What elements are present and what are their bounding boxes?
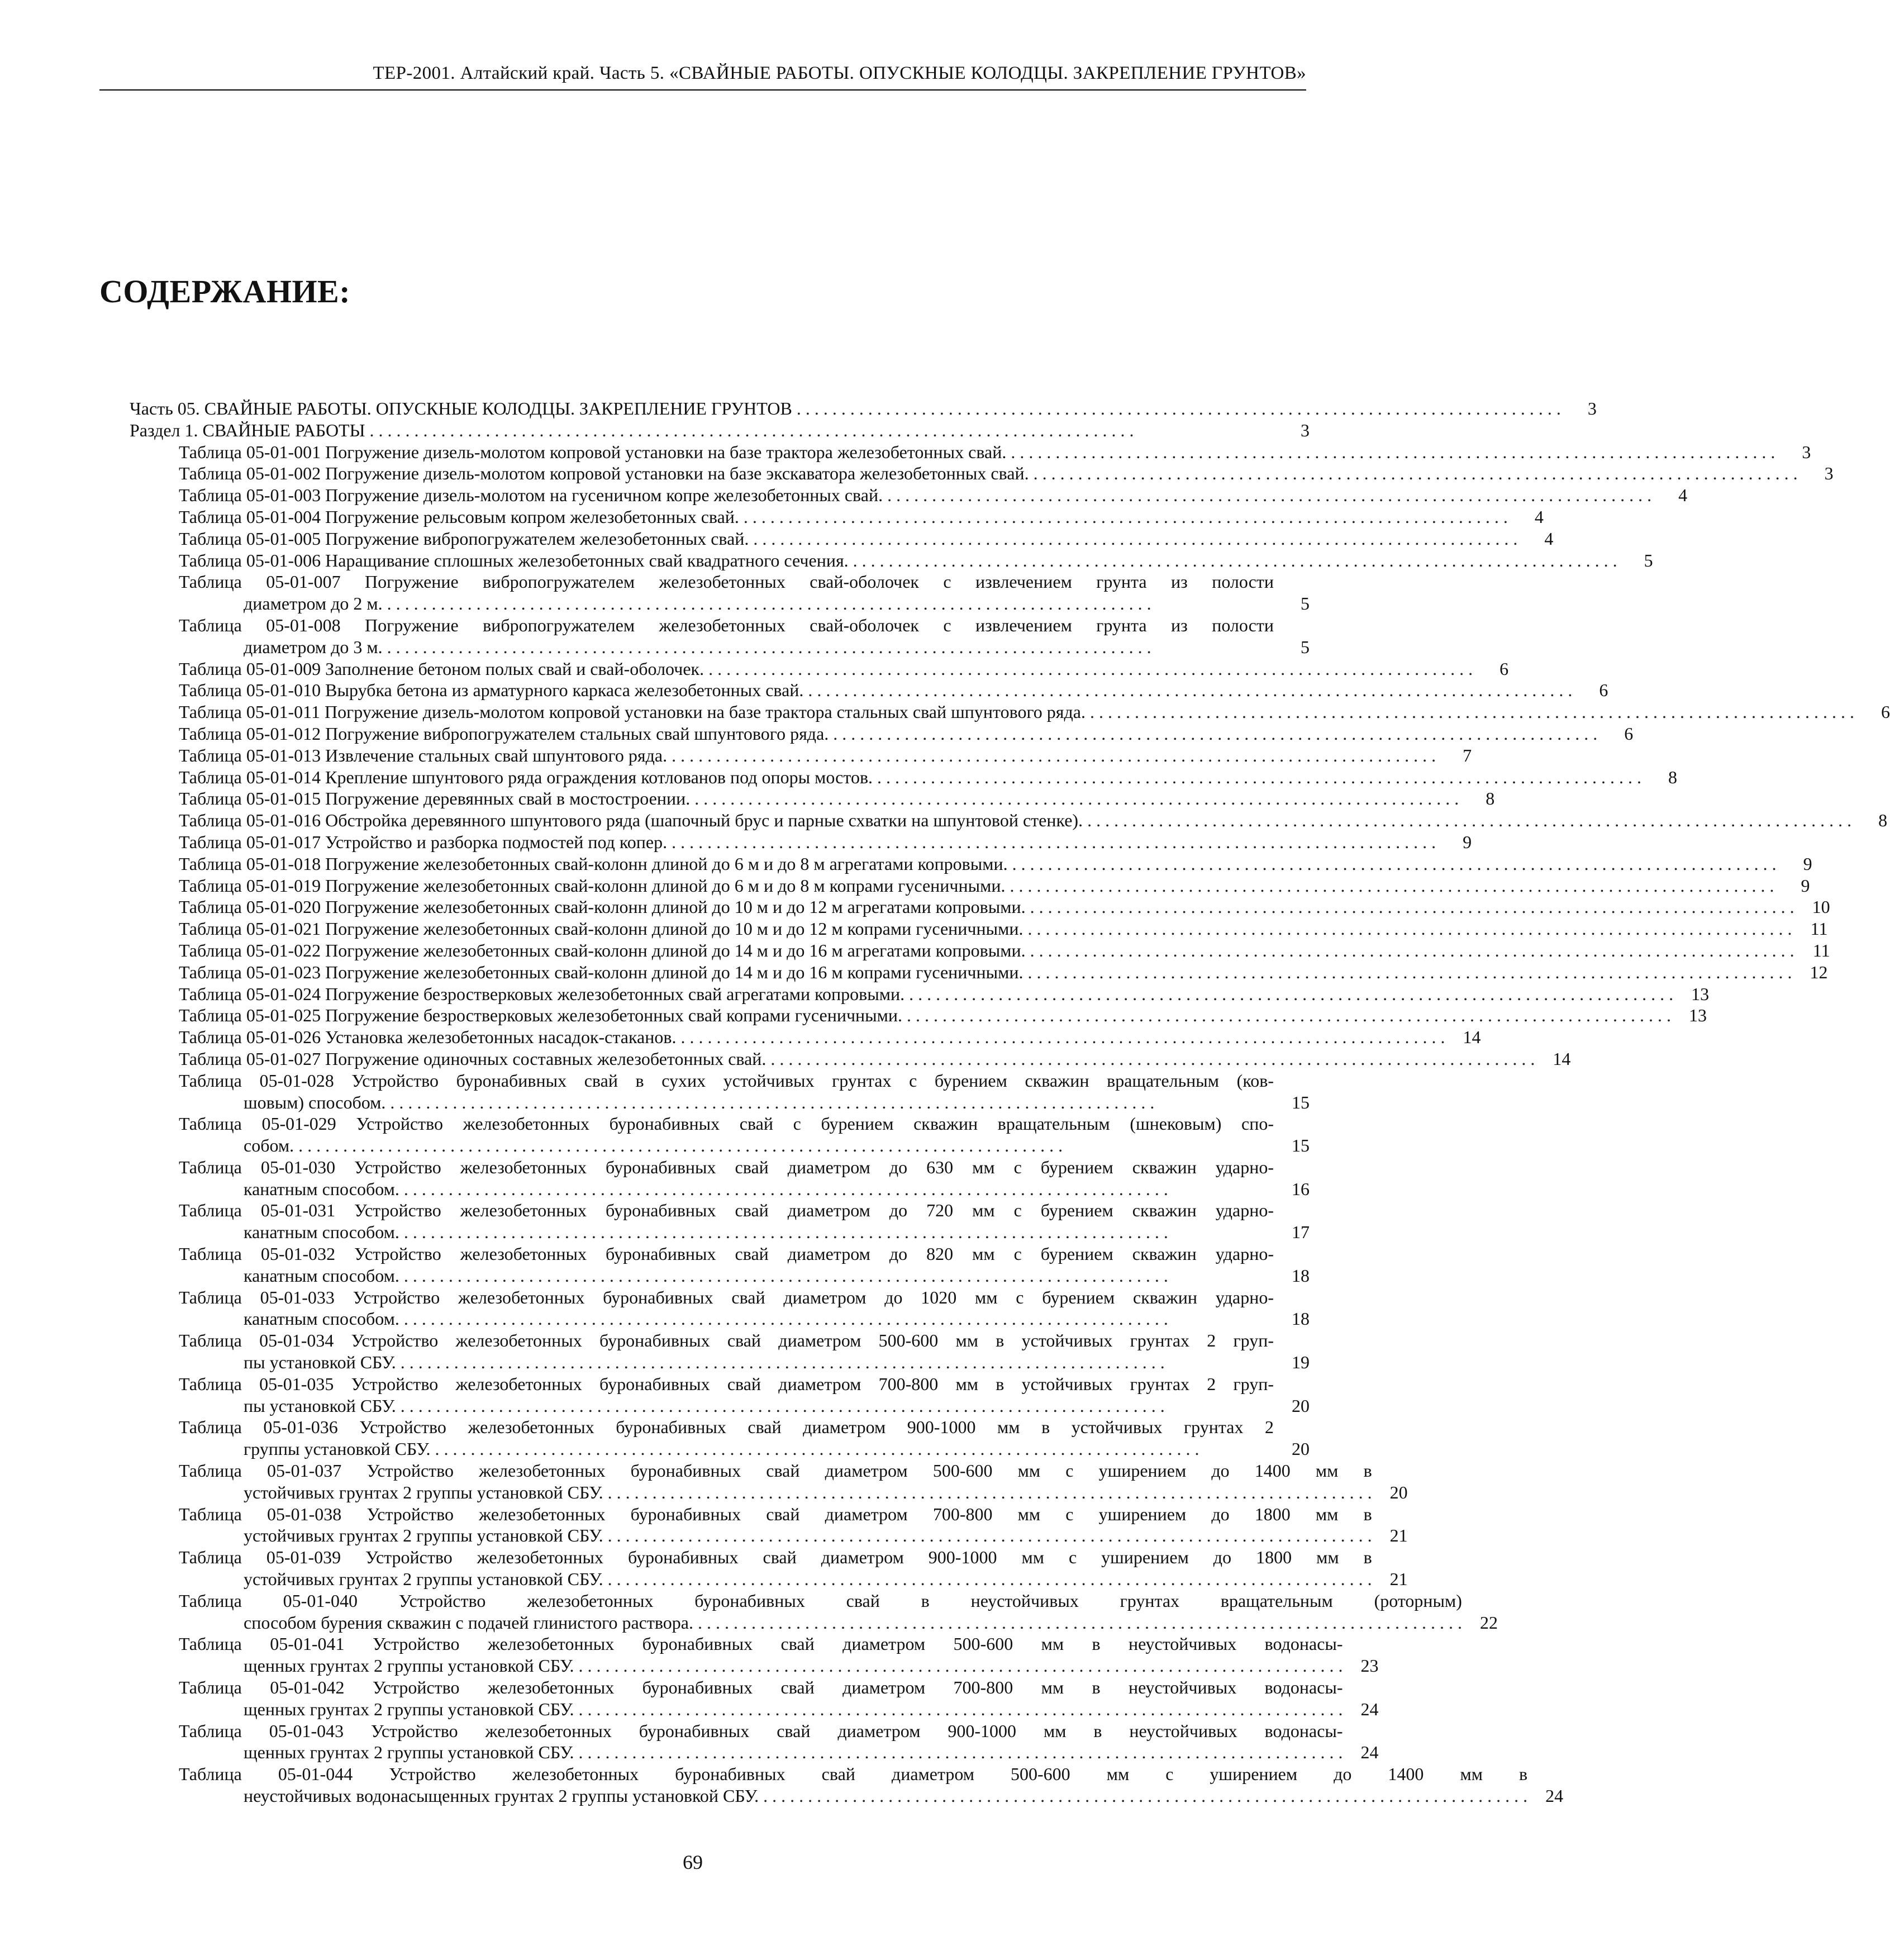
toc-entry-text (130, 463, 1798, 484)
toc-page-number: 5 (1644, 550, 1653, 570)
toc-entry-line (179, 1612, 1462, 1634)
dot-leader: . . . . . . . . . . . . . . . . . . . . . . . . . . . . . . . . . . . . . . . . . . . . . . . . . . . . . . . . . . . . . . . . . . . . . . . . . . . . . . . . . . . . . . (902, 1005, 1672, 1026)
toc-entry-line-text: устойчивых грунтах 2 группы установкой СБУ. (244, 1482, 603, 1502)
toc-entry-text (130, 1005, 1671, 1026)
toc-entry-line-text: собом. (244, 1135, 294, 1156)
toc-entry-line-text: Таблица 05-01-027 Погружение одиночных составных железобетонных свай. (179, 1048, 767, 1069)
toc-entry-line (179, 853, 1777, 875)
toc-entry-line-text: Таблица 05-01-001 Погружение дизель-молотом копровой установки на базе трактора железобетонных свай. (179, 441, 1007, 462)
dot-leader: . . . . . . . . . . . . . . . . . . . . . . . . . . . . . . . . . . . . . . . . . . . . . . . . . . . . . . . . . . . . . . . . . . . . . . . . . . . . . . . . . . . . . . (739, 506, 1508, 527)
toc-entry-line-text: Таблица 05-01-013 Извлечение стальных свай шпунтового ряда. (179, 745, 668, 765)
toc-entry-line (179, 1438, 1274, 1460)
toc-entry-line-text: канатным способом. (244, 1265, 399, 1286)
dot-leader: . . . . . . . . . . . . . . . . . . . . . . . . . . . . . . . . . . . . . . . . . . . . . . . . . . . . . . . . . . . . . . . . . . . . . . . . . . . . . . . . . . . . . . (1007, 853, 1777, 874)
toc-entry-line (179, 918, 1792, 940)
toc-entry-text (130, 1070, 1274, 1114)
toc-table-entry[interactable] (130, 463, 1834, 484)
toc-table-entry[interactable] (130, 875, 1810, 897)
toc-entry-line (179, 1568, 1372, 1590)
toc-entry-line (179, 1048, 1535, 1070)
toc-entry-line (179, 484, 1651, 506)
toc-page-number: 17 (1292, 1222, 1310, 1243)
toc-page-number: 6 (1881, 702, 1890, 722)
toc-table-entry[interactable] (130, 1113, 1310, 1157)
toc-entry-line-text: Таблица 05-01-024 Погружение безростверковых железобетонных свай агрегатами копровыми. (179, 983, 905, 1004)
dot-leader: . . . . . . . . . . . . . . . . . . . . . . . . . . . . . . . . . . . . . . . . . . . . . . . . . . . . . . . . . . . . . . . . . . . . . . . . . . . . . . . . . . . . . . (365, 420, 1134, 440)
dot-leader: . . . . . . . . . . . . . . . . . . . . . . . . . . . . . . . . . . . . . . . . . . . . . . . . . . . . . . . . . . . . . . . . . . . . . . . . . . . . . . . . . . . . . . (1029, 463, 1798, 484)
toc-entry-line-text: Таблица 05-01-010 Вырубка бетона из арматурного каркаса железобетонных свай. (179, 680, 804, 701)
toc-table-entry[interactable] (130, 1416, 1310, 1460)
toc-entry-line-text: шовым) способом. (244, 1092, 386, 1112)
toc-entry-line-text: Таблица 05-01-012 Погружение вибропогружателем стальных свай шпунтового ряда. (179, 723, 829, 744)
toc-page-number: 8 (1668, 767, 1678, 787)
toc-entry-line (179, 1178, 1274, 1200)
dot-leader: . . . . . . . . . . . . . . . . . . . . . . . . . . . . . . . . . . . . . . . . . . . . . . . . . . . . . . . . . . . . . . . . . . . . . . . . . . . . . . . . . . . . . . (603, 1482, 1372, 1502)
toc-entry-line-text: Часть 05. СВАЙНЫЕ РАБОТЫ. ОПУСКНЫЕ КОЛОДЦЫ. ЗАКРЕПЛЕНИЕ ГРУНТОВ (130, 398, 792, 418)
toc-entry-line-text: канатным способом. (244, 1309, 399, 1329)
toc-entry-line: Таблица 05-01-039 Устройство железобетонных буронабивных свай диаметром 900-1000 мм с уширением до 1800 мм в (179, 1547, 1372, 1568)
toc-page-number: 20 (1292, 1395, 1310, 1416)
toc-page-number: 4 (1678, 485, 1688, 506)
toc-entry-line (179, 940, 1794, 962)
toc-page-number: 14 (1553, 1048, 1571, 1069)
toc-entry-line (179, 745, 1436, 767)
toc-entry-line-text: устойчивых грунтах 2 группы установкой СБУ. (244, 1569, 603, 1590)
dot-leader: . . . . . . . . . . . . . . . . . . . . . . . . . . . . . . . . . . . . . . . . . . . . . . . . . . . . . . . . . . . . . . . . . . . . . . . . . . . . . . . . . . . . . . (603, 1525, 1372, 1546)
dot-leader: . . . . . . . . . . . . . . . . . . . . . . . . . . . . . . . . . . . . . . . . . . . . . . . . . . . . . . . . . . . . . . . . . . . . . . . . . . . . . . . . . . . . . . (667, 745, 1436, 765)
toc-entry-line: Таблица 05-01-007 Погружение вибропогружателем железобетонных свай-оболочек с извлечением грунта из полости (179, 572, 1274, 592)
toc-table-entry[interactable] (130, 940, 1830, 962)
toc-entry-text (130, 1287, 1274, 1330)
toc-entry-text (130, 745, 1436, 767)
toc-entry-line: Таблица 05-01-036 Устройство железобетонных буронабивных свай диаметром 900-1000 мм в устойчивых грунтах 2 (179, 1417, 1274, 1438)
toc-table-entry[interactable] (130, 1504, 1408, 1547)
toc-table-entry[interactable] (130, 441, 1811, 463)
toc-entry-text (130, 398, 1561, 420)
toc-page-number: 9 (1803, 853, 1812, 874)
toc-entry-text (130, 831, 1436, 853)
toc-page-number: 15 (1292, 1135, 1310, 1156)
toc-page-number: 6 (1599, 680, 1608, 701)
toc-table-entry[interactable] (130, 810, 1888, 831)
toc-entry-line-text: пы установкой СБУ. (244, 1352, 396, 1373)
toc-entry-line-text: Таблица 05-01-018 Погружение железобетонных свай-колонн длиной до 6 м и до 8 м агрегатами копровыми. (179, 853, 1008, 874)
toc-entry-text (130, 1416, 1274, 1460)
dot-leader: . . . . . . . . . . . . . . . . . . . . . . . . . . . . . . . . . . . . . . . . . . . . . . . . . . . . . . . . . . . . . . . . . . . . . . . . . . . . . . . . . . . . . . (399, 1265, 1168, 1286)
dot-leader: . . . . . . . . . . . . . . . . . . . . . . . . . . . . . . . . . . . . . . . . . . . . . . . . . . . . . . . . . . . . . . . . . . . . . . . . . . . . . . . . . . . . . . (676, 1027, 1445, 1048)
toc-entry-line-text: Таблица 05-01-017 Устройство и разборка подмостей под копер. (179, 831, 668, 852)
toc-page-number: 4 (1544, 528, 1554, 549)
toc-page-number: 18 (1292, 1309, 1310, 1329)
toc-entry-line: Таблица 05-01-031 Устройство железобетонных буронабивных свай диаметром до 720 мм с бурением скважин ударно- (179, 1200, 1274, 1221)
toc-page-number: 13 (1689, 1005, 1707, 1026)
toc-entry-line-text: Таблица 05-01-019 Погружение железобетонных свай-колонн длиной до 6 м и до 8 м копрами гусеничными. (179, 875, 1006, 896)
toc-entry-line-text: диаметром до 2 м. (244, 593, 383, 614)
toc-entry-line (179, 1308, 1274, 1330)
toc-entry-text (130, 571, 1274, 615)
toc-entry-line-text: Таблица 05-01-026 Установка железобетонных насадок-стаканов. (179, 1027, 677, 1048)
toc-page-number: 9 (1463, 831, 1472, 852)
toc-table-entry[interactable] (130, 723, 1634, 745)
toc-entry-line: Таблица 05-01-037 Устройство железобетонных буронабивных свай диаметром 500-600 мм с уширением до 1400 мм в (179, 1461, 1372, 1481)
toc-table-entry[interactable] (130, 1200, 1310, 1243)
toc-entry-line (179, 1525, 1372, 1547)
dot-leader: . . . . . . . . . . . . . . . . . . . . . . . . . . . . . . . . . . . . . . . . . . . . . . . . . . . . . . . . . . . . . . . . . . . . . . . . . . . . . . . . . . . . . . (399, 1309, 1168, 1329)
toc-table-entry[interactable] (130, 745, 1472, 767)
toc-table-entry[interactable] (130, 1460, 1408, 1504)
toc-table-entry[interactable] (130, 615, 1310, 658)
toc-entry-line-text: канатным способом. (244, 1178, 399, 1199)
toc-table-entry[interactable] (130, 896, 1830, 918)
dot-leader: . . . . . . . . . . . . . . . . . . . . . . . . . . . . . . . . . . . . . . . . . . . . . . . . . . . . . . . . . . . . . . . . . . . . . . . . . . . . . . . . . . . . . . (603, 1569, 1372, 1590)
toc-page-number: 24 (1360, 1742, 1379, 1763)
toc-entry-line-text: пы установкой СБУ. (244, 1395, 396, 1416)
toc-entry-line-text: Таблица 05-01-003 Погружение дизель-молотом на гусеничном копре железобетонных свай. (179, 485, 883, 506)
dot-leader: . . . . . . . . . . . . . . . . . . . . . . . . . . . . . . . . . . . . . . . . . . . . . . . . . . . . . . . . . . . . . . . . . . . . . . . . . . . . . . . . . . . . . . (1025, 897, 1794, 917)
toc-entry-line (179, 701, 1854, 723)
dot-leader: . . . . . . . . . . . . . . . . . . . . . . . . . . . . . . . . . . . . . . . . . . . . . . . . . . . . . . . . . . . . . . . . . . . . . . . . . . . . . . . . . . . . . . (382, 636, 1151, 657)
dot-leader: . . . . . . . . . . . . . . . . . . . . . . . . . . . . . . . . . . . . . . . . . . . . . . . . . . . . . . . . . . . . . . . . . . . . . . . . . . . . . . . . . . . . . . (690, 788, 1459, 809)
toc-entry-text (130, 983, 1673, 1005)
toc-entry-line: Таблица 05-01-034 Устройство железобетонных буронабивных свай диаметром 500-600 мм в устойчивых грунтах 2 груп- (179, 1330, 1274, 1351)
toc-table-entry[interactable] (130, 962, 1828, 983)
toc-table-entry[interactable] (130, 1243, 1310, 1287)
toc-entry-text (130, 1048, 1535, 1070)
toc-entry-line (179, 1395, 1274, 1417)
toc-entry-line-text: щенных грунтах 2 группы установкой СБУ. (244, 1655, 574, 1676)
toc-entry-text (130, 1113, 1274, 1157)
toc-page-number: 22 (1479, 1612, 1498, 1633)
toc-table-entry[interactable] (130, 1070, 1310, 1114)
toc-section-entry[interactable] (130, 398, 1597, 420)
dot-leader: . . . . . . . . . . . . . . . . . . . . . . . . . . . . . . . . . . . . . . . . . . . . . . . . . . . . . . . . . . . . . . . . . . . . . . . . . . . . . . . . . . . . . . (574, 1699, 1343, 1719)
toc-entry-text (130, 767, 1641, 788)
toc-entry-text (130, 810, 1851, 831)
toc-entry-line (179, 1265, 1274, 1287)
dot-leader: . . . . . . . . . . . . . . . . . . . . . . . . . . . . . . . . . . . . . . . . . . . . . . . . . . . . . . . . . . . . . . . . . . . . . . . . . . . . . . . . . . . . . . (803, 680, 1573, 701)
dot-leader: . . . . . . . . . . . . . . . . . . . . . . . . . . . . . . . . . . . . . . . . . . . . . . . . . . . . . . . . . . . . . . . . . . . . . . . . . . . . . . . . . . . . . . (904, 983, 1674, 1004)
dot-leader: . . . . . . . . . . . . . . . . . . . . . . . . . . . . . . . . . . . . . . . . . . . . . . . . . . . . . . . . . . . . . . . . . . . . . . . . . . . . . . . . . . . . . . (693, 1612, 1462, 1633)
toc-entry-line-text: диаметром до 3 м. (244, 636, 383, 657)
toc-entry-line (179, 1699, 1343, 1720)
dot-leader: . . . . . . . . . . . . . . . . . . . . . . . . . . . . . . . . . . . . . . . . . . . . . . . . . . . . . . . . . . . . . . . . . . . . . . . . . . . . . . . . . . . . . . (1006, 441, 1775, 462)
toc-page-number: 24 (1360, 1699, 1379, 1719)
toc-section-entry[interactable] (130, 420, 1310, 441)
toc-entry-text (130, 1590, 1462, 1634)
toc-table-entry[interactable] (130, 484, 1688, 506)
toc-entry-line (179, 679, 1572, 701)
toc-entry-line (179, 983, 1673, 1005)
toc-entry-line (179, 636, 1274, 658)
toc-entry-text (130, 1547, 1372, 1590)
toc-page-number: 16 (1292, 1178, 1310, 1199)
toc-entry-text (130, 615, 1274, 658)
toc-table-entry[interactable] (130, 853, 1812, 875)
toc-entry-line (179, 788, 1459, 810)
toc-table-entry[interactable] (130, 1287, 1310, 1330)
toc-page-number: 8 (1878, 810, 1888, 831)
toc-entry-line (179, 441, 1775, 463)
toc-entry-text (130, 962, 1792, 983)
toc-entry-text (130, 1677, 1343, 1720)
dot-leader: . . . . . . . . . . . . . . . . . . . . . . . . . . . . . . . . . . . . . . . . . . . . . . . . . . . . . . . . . . . . . . . . . . . . . . . . . . . . . . . . . . . . . . (829, 723, 1598, 744)
toc-entry-line (179, 962, 1792, 983)
toc-table-entry[interactable] (130, 1590, 1498, 1634)
dot-leader: . . . . . . . . . . . . . . . . . . . . . . . . . . . . . . . . . . . . . . . . . . . . . . . . . . . . . . . . . . . . . . . . . . . . . . . . . . . . . . . . . . . . . . (848, 550, 1617, 570)
toc-entry-line (179, 810, 1851, 831)
toc-entry-text (130, 1504, 1372, 1547)
dot-leader: . . . . . . . . . . . . . . . . . . . . . . . . . . . . . . . . . . . . . . . . . . . . . . . . . . . . . . . . . . . . . . . . . . . . . . . . . . . . . . . . . . . . . . (883, 485, 1652, 506)
dot-leader: . . . . . . . . . . . . . . . . . . . . . . . . . . . . . . . . . . . . . . . . . . . . . . . . . . . . . . . . . . . . . . . . . . . . . . . . . . . . . . . . . . . . . . (704, 658, 1473, 679)
toc-entry-text (130, 1633, 1343, 1677)
toc-page-number: 20 (1389, 1482, 1408, 1502)
toc-page-number: 3 (1587, 398, 1597, 418)
toc-entry-line-text: группы установкой СБУ. (244, 1439, 431, 1459)
toc-page-number: 5 (1301, 593, 1310, 614)
toc-entry-line (179, 875, 1774, 897)
toc-entry-text (130, 788, 1459, 810)
toc-page-number: 5 (1301, 636, 1310, 657)
toc-entry-line (179, 1135, 1274, 1157)
toc-page-number: 21 (1389, 1569, 1408, 1590)
toc-page-number: 6 (1624, 723, 1634, 744)
toc-entry-line-text: щенных грунтах 2 группы установкой СБУ. (244, 1742, 574, 1763)
toc-table-entry[interactable] (130, 767, 1678, 788)
toc-table-entry[interactable] (130, 1005, 1707, 1026)
dot-leader: . . . . . . . . . . . . . . . . . . . . . . . . . . . . . . . . . . . . . . . . . . . . . . . . . . . . . . . . . . . . . . . . . . . . . . . . . . . . . . . . . . . . . . (574, 1655, 1343, 1676)
running-header: ТЕР-2001. Алтайский край. Часть 5. «СВАЙНЫЕ РАБОТЫ. ОПУСКНЫЕ КОЛОДЦЫ. ЗАКРЕПЛЕНИЕ ГРУНТОВ» (99, 61, 1306, 91)
toc-entry-text (130, 420, 1274, 441)
toc-entry-line (179, 767, 1641, 788)
toc-table-entry[interactable] (130, 918, 1828, 940)
toc-page-number: 13 (1691, 983, 1710, 1004)
toc-entry-text (130, 1026, 1445, 1048)
toc-page-number: 7 (1463, 745, 1472, 765)
toc-page-number: 14 (1463, 1027, 1481, 1048)
toc-table-entry[interactable] (130, 1763, 1564, 1807)
page-title: СОДЕРЖАНИЕ: (99, 273, 351, 310)
toc-entry-line (179, 1482, 1372, 1504)
toc-entry-line-text: щенных грунтах 2 группы установкой СБУ. (244, 1699, 574, 1719)
toc-entry-line (179, 831, 1436, 853)
toc-page-number: 11 (1810, 919, 1828, 939)
toc-entry-line-text: Таблица 05-01-025 Погружение безростверковых железобетонных свай копрами гусеничными. (179, 1005, 903, 1026)
dot-leader: . . . . . . . . . . . . . . . . . . . . . . . . . . . . . . . . . . . . . . . . . . . . . . . . . . . . . . . . . . . . . . . . . . . . . . . . . . . . . . . . . . . . . . (382, 593, 1151, 614)
toc-page-number: 3 (1824, 463, 1834, 484)
table-of-contents (130, 398, 1890, 1807)
toc-entry-line-text: Таблица 05-01-015 Погружение деревянных свай в мостостроении. (179, 788, 691, 809)
toc-entry-line: Таблица 05-01-038 Устройство железобетонных буронабивных свай диаметром 700-800 мм с уширением до 1800 мм в (179, 1504, 1372, 1524)
toc-entry-line: Таблица 05-01-042 Устройство железобетонных буронабивных свай диаметром 700-800 мм в неустойчивых водонасы- (179, 1677, 1343, 1698)
toc-entry-line (179, 593, 1274, 615)
toc-entry-text (130, 723, 1597, 745)
toc-table-entry[interactable] (130, 788, 1495, 810)
dot-leader: . . . . . . . . . . . . . . . . . . . . . . . . . . . . . . . . . . . . . . . . . . . . . . . . . . . . . . . . . . . . . . . . . . . . . . . . . . . . . . . . . . . . . . (667, 831, 1436, 852)
toc-entry-line (179, 550, 1617, 572)
toc-entry-text (130, 1763, 1527, 1807)
toc-entry-text (130, 1200, 1274, 1243)
dot-leader: . . . . . . . . . . . . . . . . . . . . . . . . . . . . . . . . . . . . . . . . . . . . . . . . . . . . . . . . . . . . . . . . . . . . . . . . . . . . . . . . . . . . . . (749, 528, 1518, 549)
toc-table-entry[interactable] (130, 1720, 1379, 1764)
toc-entry-line (179, 1785, 1527, 1807)
dot-leader: . . . . . . . . . . . . . . . . . . . . . . . . . . . . . . . . . . . . . . . . . . . . . . . . . . . . . . . . . . . . . . . . . . . . . . . . . . . . . . . . . . . . . . (430, 1439, 1199, 1459)
toc-entry-line (179, 1742, 1343, 1763)
toc-entry-line (179, 1092, 1274, 1114)
toc-entry-text (130, 506, 1508, 528)
dot-leader: . . . . . . . . . . . . . . . . . . . . . . . . . . . . . . . . . . . . . . . . . . . . . . . . . . . . . . . . . . . . . . . . . . . . . . . . . . . . . . . . . . . . . . (1023, 962, 1792, 982)
toc-entry-line: Таблица 05-01-035 Устройство железобетонных буронабивных свай диаметром 700-800 мм в устойчивых грунтах 2 груп- (179, 1373, 1274, 1394)
toc-entry-text (130, 940, 1794, 962)
toc-page-number: 10 (1812, 897, 1830, 917)
toc-entry-line: Таблица 05-01-032 Устройство железобетонных буронабивных свай диаметром до 820 мм с бурением скважин ударно- (179, 1244, 1274, 1264)
toc-table-entry[interactable] (130, 983, 1710, 1005)
toc-entry-text (130, 1373, 1274, 1417)
toc-entry-line-text: Таблица 05-01-011 Погружение дизель-молотом копровой установки на базе трактора стальных свай шпунтового ряда. (179, 702, 1086, 722)
toc-table-entry[interactable] (130, 1633, 1379, 1677)
toc-page-number: 23 (1360, 1655, 1379, 1676)
toc-entry-line-text: Таблица 05-01-009 Заполнение бетоном полых свай и свай-оболочек. (179, 658, 704, 679)
toc-page-number: 4 (1534, 506, 1544, 527)
dot-leader: . . . . . . . . . . . . . . . . . . . . . . . . . . . . . . . . . . . . . . . . . . . . . . . . . . . . . . . . . . . . . . . . . . . . . . . . . . . . . . . . . . . . . . (1085, 702, 1854, 722)
toc-entry-line (179, 1005, 1671, 1026)
toc-table-entry[interactable] (130, 1157, 1310, 1200)
toc-table-entry[interactable] (130, 1026, 1481, 1048)
toc-table-entry[interactable] (130, 1373, 1310, 1417)
dot-leader: . . . . . . . . . . . . . . . . . . . . . . . . . . . . . . . . . . . . . . . . . . . . . . . . . . . . . . . . . . . . . . . . . . . . . . . . . . . . . . . . . . . . . . (294, 1135, 1063, 1156)
toc-entry-line (179, 1352, 1274, 1373)
toc-entry-text (130, 441, 1775, 463)
toc-table-entry[interactable] (130, 1547, 1408, 1590)
dot-leader: . . . . . . . . . . . . . . . . . . . . . . . . . . . . . . . . . . . . . . . . . . . . . . . . . . . . . . . . . . . . . . . . . . . . . . . . . . . . . . . . . . . . . . (1025, 940, 1794, 960)
toc-entry-line (179, 506, 1508, 528)
toc-entry-line-text: Таблица 05-01-002 Погружение дизель-молотом копровой установки на базе экскаватора железобетонных свай. (179, 463, 1029, 484)
toc-page-number: 6 (1499, 658, 1509, 679)
dot-leader: . . . . . . . . . . . . . . . . . . . . . . . . . . . . . . . . . . . . . . . . . . . . . . . . . . . . . . . . . . . . . . . . . . . . . . . . . . . . . . . . . . . . . . (396, 1395, 1165, 1416)
toc-entry-line (179, 1655, 1343, 1677)
toc-page-number: 24 (1545, 1786, 1564, 1806)
toc-table-entry[interactable] (130, 658, 1509, 680)
toc-entry-text (130, 853, 1777, 875)
dot-leader: . . . . . . . . . . . . . . . . . . . . . . . . . . . . . . . . . . . . . . . . . . . . . . . . . . . . . . . . . . . . . . . . . . . . . . . . . . . . . . . . . . . . . . (1023, 919, 1792, 939)
toc-entry-text (130, 1460, 1372, 1504)
toc-entry-line (130, 398, 1561, 420)
dot-leader: . . . . . . . . . . . . . . . . . . . . . . . . . . . . . . . . . . . . . . . . . . . . . . . . . . . . . . . . . . . . . . . . . . . . . . . . . . . . . . . . . . . . . . (873, 767, 1642, 787)
toc-table-entry[interactable] (130, 1330, 1310, 1373)
toc-entry-text (130, 550, 1617, 572)
page-number: 69 (683, 1851, 703, 1873)
toc-table-entry[interactable] (130, 831, 1472, 853)
dot-leader: . . . . . . . . . . . . . . . . . . . . . . . . . . . . . . . . . . . . . . . . . . . . . . . . . . . . . . . . . . . . . . . . . . . . . . . . . . . . . . . . . . . . . . (1005, 875, 1774, 896)
toc-entry-line-text: Таблица 05-01-005 Погружение вибропогружателем железобетонных свай. (179, 528, 749, 549)
toc-entry-line: Таблица 05-01-044 Устройство железобетонных буронабивных свай диаметром 500-600 мм с уширением до 1400 мм в (179, 1764, 1528, 1785)
toc-page-number: 20 (1292, 1439, 1310, 1459)
toc-entry-line-text: Таблица 05-01-023 Погружение железобетонных свай-колонн длиной до 14 м и до 16 м копрами гусеничными. (179, 962, 1023, 982)
toc-entry-text (130, 875, 1774, 897)
toc-page-number: 12 (1810, 962, 1828, 982)
toc-entry-line-text: Раздел 1. СВАЙНЫЕ РАБОТЫ (130, 420, 365, 440)
toc-table-entry[interactable] (130, 506, 1544, 528)
toc-entry-text (130, 484, 1651, 506)
dot-leader: . . . . . . . . . . . . . . . . . . . . . . . . . . . . . . . . . . . . . . . . . . . . . . . . . . . . . . . . . . . . . . . . . . . . . . . . . . . . . . . . . . . . . . (574, 1742, 1343, 1763)
toc-entry-line: Таблица 05-01-033 Устройство железобетонных буронабивных свай диаметром до 1020 мм с бурением скважин ударно- (179, 1287, 1274, 1307)
toc-entry-line (179, 528, 1517, 550)
toc-entry-text (130, 528, 1517, 550)
dot-leader: . . . . . . . . . . . . . . . . . . . . . . . . . . . . . . . . . . . . . . . . . . . . . . . . . . . . . . . . . . . . . . . . . . . . . . . . . . . . . . . . . . . . . . (399, 1178, 1168, 1199)
toc-table-entry[interactable] (130, 571, 1310, 615)
toc-entry-line (179, 896, 1794, 918)
toc-entry-line-text: Таблица 05-01-006 Наращивание сплошных железобетонных свай квадратного сечения. (179, 550, 849, 570)
toc-entry-line (179, 1221, 1274, 1243)
toc-entry-line: Таблица 05-01-029 Устройство железобетонных буронабивных свай с бурением скважин вращательным (шнековым) спо- (179, 1114, 1274, 1134)
toc-entry-line-text: неустойчивых водонасыщенных грунтах 2 группы установкой СБУ. (244, 1786, 759, 1806)
toc-page-number: 21 (1389, 1525, 1408, 1546)
toc-entry-line (179, 723, 1597, 745)
toc-page-number: 19 (1292, 1352, 1310, 1373)
toc-entry-line-text: Таблица 05-01-020 Погружение железобетонных свай-колонн длиной до 10 м и до 12 м агрегатами копровыми. (179, 897, 1026, 917)
toc-entry-line-text: канатным способом. (244, 1222, 399, 1243)
toc-entry-line-text: Таблица 05-01-004 Погружение рельсовым копром железобетонных свай. (179, 506, 739, 527)
toc-entry-text (130, 896, 1794, 918)
toc-page-number: 3 (1802, 441, 1811, 462)
dot-leader: . . . . . . . . . . . . . . . . . . . . . . . . . . . . . . . . . . . . . . . . . . . . . . . . . . . . . . . . . . . . . . . . . . . . . . . . . . . . . . . . . . . . . . (385, 1092, 1155, 1112)
toc-entry-text (130, 918, 1792, 940)
toc-entry-line: Таблица 05-01-040 Устройство железобетонных буронабивных свай в неустойчивых грунтах вращательным (роторным) (179, 1590, 1462, 1611)
toc-table-entry[interactable] (130, 1677, 1379, 1720)
toc-entry-text (130, 1720, 1343, 1764)
dot-leader: . . . . . . . . . . . . . . . . . . . . . . . . . . . . . . . . . . . . . . . . . . . . . . . . . . . . . . . . . . . . . . . . . . . . . . . . . . . . . . . . . . . . . . (759, 1786, 1528, 1806)
toc-page-number: 3 (1301, 420, 1310, 440)
toc-entry-text (130, 1243, 1274, 1287)
dot-leader: . . . . . . . . . . . . . . . . . . . . . . . . . . . . . . . . . . . . . . . . . . . . . . . . . . . . . . . . . . . . . . . . . . . . . . . . . . . . . . . . . . . . . . (396, 1352, 1165, 1373)
toc-entry-line-text: Таблица 05-01-022 Погружение железобетонных свай-колонн длиной до 14 м и до 16 м агрегатами копровыми. (179, 940, 1026, 960)
toc-page-number: 15 (1292, 1092, 1310, 1112)
toc-page-number: 11 (1812, 940, 1830, 960)
dot-leader: . . . . . . . . . . . . . . . . . . . . . . . . . . . . . . . . . . . . . . . . . . . . . . . . . . . . . . . . . . . . . . . . . . . . . . . . . . . . . . . . . . . . . . (399, 1222, 1168, 1243)
toc-table-entry[interactable] (130, 679, 1608, 701)
toc-entry-line-text: способом бурения скважин с подачей глинистого раствора. (244, 1612, 693, 1633)
toc-entry-line: Таблица 05-01-008 Погружение вибропогружателем железобетонных свай-оболочек с извлечением грунта из полости (179, 615, 1274, 635)
dot-leader: . . . . . . . . . . . . . . . . . . . . . . . . . . . . . . . . . . . . . . . . . . . . . . . . . . . . . . . . . . . . . . . . . . . . . . . . . . . . . . . . . . . . . . (766, 1048, 1535, 1069)
toc-entry-text (130, 1330, 1274, 1373)
toc-entry-line (179, 463, 1798, 484)
toc-entry-line-text: Таблица 05-01-014 Крепление шпунтового ряда ограждения котлованов под опоры мостов. (179, 767, 873, 787)
toc-entry-text (130, 1157, 1274, 1200)
toc-entry-line: Таблица 05-01-030 Устройство железобетонных буронабивных свай диаметром до 630 мм с бурением скважин ударно- (179, 1157, 1274, 1177)
toc-entry-line-text: Таблица 05-01-021 Погружение железобетонных свай-колонн длиной до 10 м и до 12 м копрами гусеничными. (179, 919, 1023, 939)
toc-table-entry[interactable] (130, 528, 1554, 550)
toc-table-entry[interactable] (130, 550, 1653, 572)
toc-entry-text (130, 679, 1572, 701)
toc-entry-line (130, 420, 1274, 441)
dot-leader: . . . . . . . . . . . . . . . . . . . . . . . . . . . . . . . . . . . . . . . . . . . . . . . . . . . . . . . . . . . . . . . . . . . . . . . . . . . . . . . . . . . . . . (1083, 810, 1852, 831)
toc-entry-line (179, 658, 1473, 680)
toc-entry-line: Таблица 05-01-043 Устройство железобетонных буронабивных свай диаметром 900-1000 мм в неустойчивых водонасы- (179, 1720, 1343, 1741)
toc-page-number: 8 (1486, 788, 1495, 809)
toc-page-number: 9 (1801, 875, 1810, 896)
toc-entry-text (130, 701, 1854, 723)
toc-entry-line (179, 1026, 1445, 1048)
toc-entry-line-text: устойчивых грунтах 2 группы установкой СБУ. (244, 1525, 603, 1546)
toc-page-number: 18 (1292, 1265, 1310, 1286)
toc-entry-line-text: Таблица 05-01-016 Обстройка деревянного шпунтового ряда (шапочный брус и парные схватки на шпунтовой стенке). (179, 810, 1083, 831)
toc-entry-line: Таблица 05-01-028 Устройство буронабивных свай в сухих устойчивых грунтах с бурением скважин вращательным (ков- (179, 1070, 1274, 1091)
toc-table-entry[interactable] (130, 1048, 1571, 1070)
toc-table-entry[interactable] (130, 701, 1890, 723)
toc-entry-line: Таблица 05-01-041 Устройство железобетонных буронабивных свай диаметром 500-600 мм в неустойчивых водонасы- (179, 1634, 1343, 1654)
toc-entry-text (130, 658, 1473, 680)
dot-leader: . . . . . . . . . . . . . . . . . . . . . . . . . . . . . . . . . . . . . . . . . . . . . . . . . . . . . . . . . . . . . . . . . . . . . . . . . . . . . . . . . . . . . . (792, 398, 1561, 418)
